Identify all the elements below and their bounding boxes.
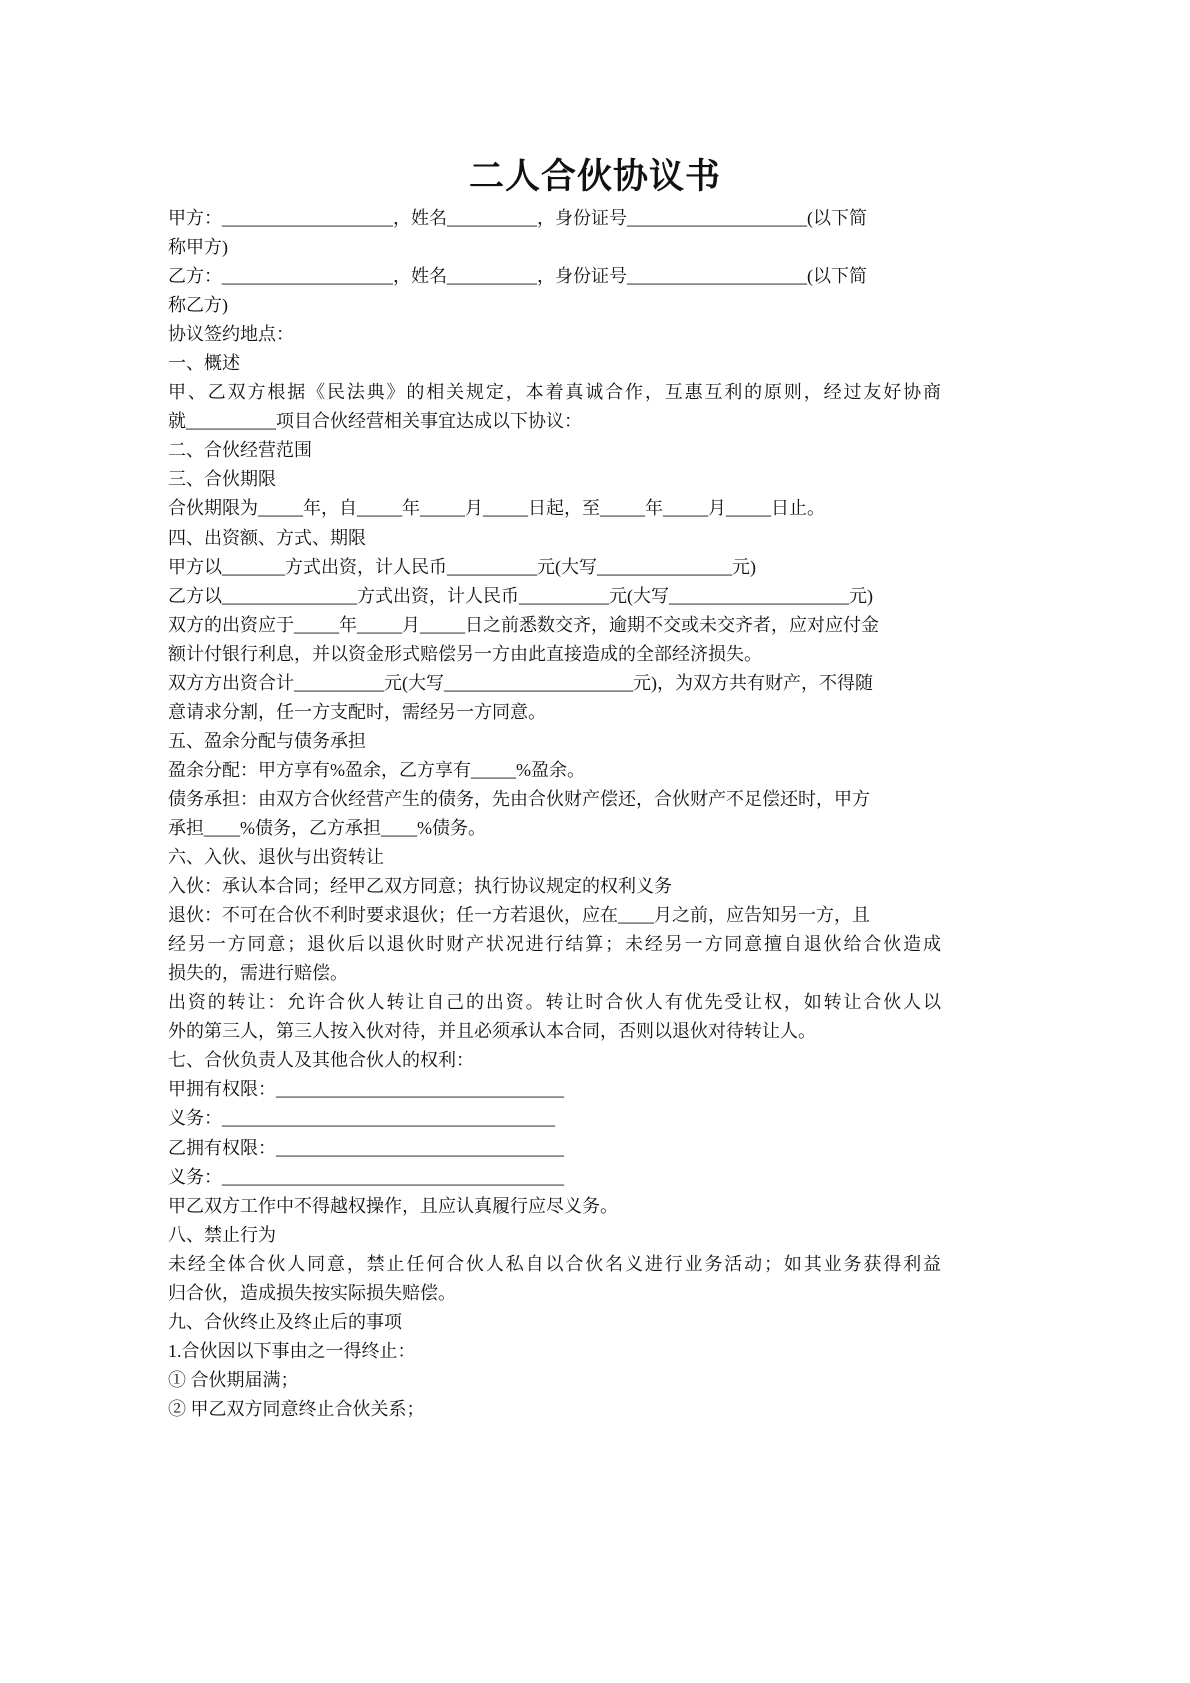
document-line: 双方方出资合计__________元(大写_____________________元)，为双方共有财产，不得随 (168, 672, 873, 693)
document-line: 甲、乙双方根据《民法典》的相关规定，本着真诚合作，互惠互利的原则，经过友好协商 (168, 382, 941, 403)
document-line: 外的第三人，第三人按入伙对待，并且必须承认本合同，否则以退伙对待转让人。 (168, 1021, 816, 1042)
document-line: 经另一方同意；退伙后以退伙时财产状况进行结算；未经另一方同意擅自退伙给合伙造成 (168, 934, 941, 955)
document-line: 四、出资额、方式、期限 (168, 527, 366, 548)
document-line: 乙拥有权限：________________________________ (168, 1137, 564, 1158)
document-line: 盈余分配：甲方享有%盈余，乙方享有_____%盈余。 (168, 759, 585, 780)
document-line: 未经全体合伙人同意，禁止任何合伙人私自以合伙名义进行业务活动；如其业务获得利益 (168, 1253, 941, 1274)
document-line: 1.合伙因以下事由之一得终止： (168, 1340, 416, 1361)
document-line: ① 合伙期届满； (168, 1369, 299, 1390)
document-line: 二、合伙经营范围 (168, 440, 312, 461)
document-line: 甲乙双方工作中不得越权操作，且应认真履行应尽义务。 (168, 1195, 618, 1216)
document-line: 八、禁止行为 (168, 1224, 276, 1245)
document-line: 三、合伙期限 (168, 469, 276, 490)
document-line: 额计付银行利息，并以资金形式赔偿另一方由此直接造成的全部经济损失。 (168, 643, 762, 664)
document-line: 六、入伙、退伙与出资转让 (168, 847, 384, 868)
document-line: 甲方：___________________，姓名__________，身份证号____________________(以下简 (168, 208, 867, 228)
document-line: 损失的，需进行赔偿。 (168, 963, 348, 984)
document-line: 甲拥有权限：________________________________ (168, 1079, 564, 1100)
document-line: 就__________项目合伙经营相关事宜达成以下协议： (168, 411, 582, 432)
document-line: 称甲方) (168, 237, 228, 258)
document-line: 甲方以_______方式出资，计人民币__________元(大写_______________元) (168, 556, 756, 577)
document-body (168, 204, 941, 1424)
document-line: 债务承担：由双方合伙经营产生的债务，先由合伙财产偿还，合伙财产不足偿还时，甲方 (168, 788, 870, 809)
document-line: 承担____%债务，乙方承担____%债务。 (168, 817, 486, 838)
document-line: 五、盈余分配与债务承担 (168, 730, 366, 751)
document-line: 义务：_____________________________________ (168, 1108, 555, 1129)
document-line: 入伙：承认本合同；经甲乙双方同意；执行协议规定的权利义务 (168, 876, 672, 897)
document-line: 称乙方) (168, 295, 228, 316)
document-line: 归合伙，造成损失按实际损失赔偿。 (168, 1282, 456, 1303)
document-title: 二人合伙协议书 (468, 157, 721, 196)
document-line: ② 甲乙双方同意终止合伙关系； (168, 1398, 425, 1419)
document-line: 乙方以_______________方式出资，计人民币__________元(大写____________________元) (168, 585, 873, 606)
document-line: 乙方：___________________，姓名__________，身份证号____________________(以下简 (168, 266, 867, 287)
document-line: 九、合伙终止及终止后的事项 (168, 1311, 402, 1332)
document-line: 双方的出资应于_____年_____月_____日之前悉数交齐，逾期不交或未交齐者，应对应付金 (168, 614, 879, 635)
document-line: 意请求分割，任一方支配时，需经另一方同意。 (168, 701, 546, 722)
document-line: 退伙：不可在合伙不利时要求退伙；任一方若退伙，应在____月之前，应告知另一方，且 (168, 905, 870, 926)
document-line: 协议签约地点： (168, 324, 294, 345)
document-line: 一、概述 (168, 353, 240, 374)
document-line: 合伙期限为_____年，自_____年_____月_____日起，至_____年_____月_____日止。 (168, 498, 825, 519)
document-line: 出资的转让：允许合伙人转让自己的出资。转让时合伙人有优先受让权，如转让合伙人以 (168, 992, 941, 1013)
document-line: 义务：______________________________________ (168, 1166, 564, 1187)
document-line: 七、合伙负责人及其他合伙人的权利： (168, 1050, 474, 1071)
